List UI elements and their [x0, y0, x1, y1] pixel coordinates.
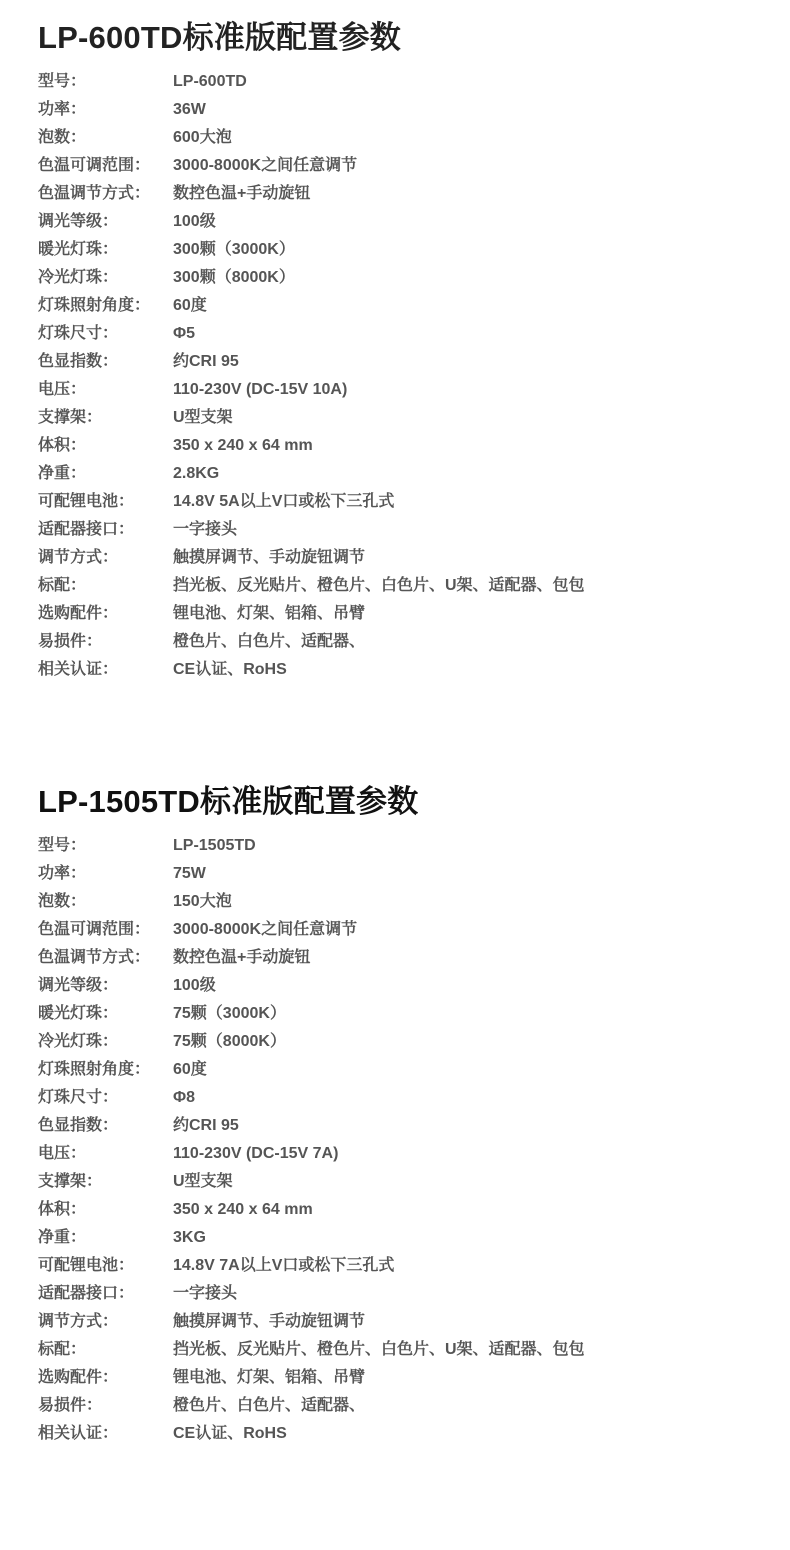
spec-label: 调节方式： [38, 549, 119, 566]
spec-row [38, 320, 758, 348]
spec-label: 功率： [38, 101, 87, 118]
spec-row [38, 1168, 758, 1196]
spec-row [38, 124, 758, 152]
spec-row [38, 1336, 758, 1364]
spec-label: 泡数： [38, 129, 87, 146]
spec-label: 相关认证： [38, 1425, 119, 1442]
spec-list [38, 832, 758, 1448]
spec-label: 标配： [38, 1341, 87, 1358]
spec-label: 灯珠照射角度： [38, 1061, 151, 1078]
spec-value: 橙色片、白色片、适配器、 [173, 1397, 366, 1414]
spec-row [38, 404, 758, 432]
spec-row [38, 1056, 758, 1084]
spec-label: 型号： [38, 837, 87, 854]
spec-label: 适配器接口： [38, 1285, 135, 1302]
spec-value: 100级 [173, 213, 216, 230]
spec-label: 色显指数： [38, 353, 119, 370]
spec-label: 选购配件： [38, 1369, 119, 1386]
spec-value: 110-230V (DC-15V 10A) [173, 381, 348, 398]
spec-value: 锂电池、灯架、铝箱、吊臂 [173, 605, 366, 622]
spec-value: 100级 [173, 977, 216, 994]
spec-row [38, 152, 758, 180]
spec-value: 75W [173, 865, 206, 882]
spec-row [38, 488, 758, 516]
spec-row [38, 1252, 758, 1280]
spec-value: 3000-8000K之间任意调节 [173, 921, 358, 938]
spec-value: 14.8V 5A以上V口或松下三孔式 [173, 493, 395, 510]
spec-row [38, 348, 758, 376]
spec-value: U型支架 [173, 1173, 233, 1190]
spec-value: 约CRI 95 [173, 1117, 239, 1134]
spec-row [38, 68, 758, 96]
spec-label: 选购配件： [38, 605, 119, 622]
spec-label: 电压： [38, 1145, 87, 1162]
spec-label: 冷光灯珠： [38, 269, 119, 286]
spec-row [38, 1028, 758, 1056]
spec-row [38, 460, 758, 488]
spec-value: 锂电池、灯架、铝箱、吊臂 [173, 1369, 366, 1386]
spec-row [38, 180, 758, 208]
spec-value: LP-600TD [173, 73, 247, 90]
spec-row [38, 1084, 758, 1112]
spec-value: 14.8V 7A以上V口或松下三孔式 [173, 1257, 395, 1274]
spec-row [38, 572, 758, 600]
spec-label: 相关认证： [38, 661, 119, 678]
spec-row [38, 1308, 758, 1336]
spec-label: 泡数： [38, 893, 87, 910]
spec-list [38, 68, 758, 684]
spec-row [38, 236, 758, 264]
spec-value: 一字接头 [173, 521, 238, 538]
spec-row [38, 432, 758, 460]
spec-section-lp-600td [38, 14, 758, 684]
spec-label: 色温调节方式： [38, 185, 151, 202]
spec-row [38, 916, 758, 944]
spec-value: 数控色温+手动旋钮 [173, 185, 311, 202]
spec-label: 易损件： [38, 1397, 103, 1414]
spec-value: 600大泡 [173, 129, 232, 146]
spec-row [38, 832, 758, 860]
spec-label: 色温可调范围： [38, 921, 151, 938]
spec-value: 触摸屏调节、手动旋钮调节 [173, 1313, 366, 1330]
spec-label: 标配： [38, 577, 87, 594]
spec-value: CE认证、RoHS [173, 661, 287, 678]
spec-value: Φ5 [173, 325, 196, 342]
spec-value: 约CRI 95 [173, 353, 239, 370]
spec-value: 75颗（3000K） [173, 1005, 286, 1022]
spec-value: 110-230V (DC-15V 7A) [173, 1145, 339, 1162]
spec-value: 300颗（8000K） [173, 269, 295, 286]
spec-row [38, 1280, 758, 1308]
spec-value: 350 x 240 x 64 mm [173, 1201, 313, 1218]
spec-value: 挡光板、反光贴片、橙色片、白色片、U架、适配器、包包 [173, 577, 585, 594]
spec-value: 触摸屏调节、手动旋钮调节 [173, 549, 366, 566]
spec-label: 灯珠尺寸： [38, 325, 119, 342]
spec-section-lp-1505td [38, 778, 758, 1448]
spec-row [38, 1000, 758, 1028]
spec-row [38, 1224, 758, 1252]
spec-value: 3000-8000K之间任意调节 [173, 157, 358, 174]
spec-row [38, 516, 758, 544]
spec-value: 300颗（3000K） [173, 241, 295, 258]
spec-value: 36W [173, 101, 206, 118]
spec-value: CE认证、RoHS [173, 1425, 287, 1442]
spec-value: Φ8 [173, 1089, 196, 1106]
spec-value: 数控色温+手动旋钮 [173, 949, 311, 966]
spec-row [38, 376, 758, 404]
spec-label: 灯珠照射角度： [38, 297, 151, 314]
spec-label: 支撑架： [38, 409, 103, 426]
spec-row [38, 96, 758, 124]
spec-row [38, 1420, 758, 1448]
spec-label: 暖光灯珠： [38, 1005, 119, 1022]
spec-value: 橙色片、白色片、适配器、 [173, 633, 366, 650]
spec-value: 60度 [173, 297, 207, 314]
spec-value: 60度 [173, 1061, 207, 1078]
spec-label: 暖光灯珠： [38, 241, 119, 258]
section-title: LP-600TD标准版配置参数 [38, 20, 401, 55]
spec-value: LP-1505TD [173, 837, 256, 854]
spec-value: 3KG [173, 1229, 206, 1246]
spec-label: 体积： [38, 1201, 87, 1218]
spec-label: 色温可调范围： [38, 157, 151, 174]
spec-row [38, 1112, 758, 1140]
spec-label: 色温调节方式： [38, 949, 151, 966]
spec-label: 电压： [38, 381, 87, 398]
spec-row [38, 972, 758, 1000]
spec-row [38, 1140, 758, 1168]
spec-label: 可配锂电池： [38, 1257, 135, 1274]
spec-label: 调光等级： [38, 213, 119, 230]
spec-row [38, 544, 758, 572]
spec-row [38, 1196, 758, 1224]
spec-label: 体积： [38, 437, 87, 454]
spec-value: U型支架 [173, 409, 233, 426]
spec-row [38, 292, 758, 320]
spec-value: 150大泡 [173, 893, 232, 910]
spec-row [38, 208, 758, 236]
spec-label: 易损件： [38, 633, 103, 650]
spec-label: 型号： [38, 73, 87, 90]
section-title: LP-1505TD标准版配置参数 [38, 784, 419, 819]
spec-row [38, 944, 758, 972]
spec-value: 75颗（8000K） [173, 1033, 286, 1050]
spec-label: 灯珠尺寸： [38, 1089, 119, 1106]
spec-label: 可配锂电池： [38, 493, 135, 510]
spec-row [38, 888, 758, 916]
spec-value: 挡光板、反光贴片、橙色片、白色片、U架、适配器、包包 [173, 1341, 585, 1358]
spec-label: 净重： [38, 465, 87, 482]
spec-label: 净重： [38, 1229, 87, 1246]
spec-row [38, 1392, 758, 1420]
spec-row [38, 600, 758, 628]
spec-row [38, 1364, 758, 1392]
spec-row [38, 628, 758, 656]
spec-label: 调节方式： [38, 1313, 119, 1330]
spec-label: 支撑架： [38, 1173, 103, 1190]
spec-label: 功率： [38, 865, 87, 882]
spec-value: 2.8KG [173, 465, 220, 482]
spec-row [38, 264, 758, 292]
spec-label: 色显指数： [38, 1117, 119, 1134]
spec-row [38, 656, 758, 684]
spec-label: 适配器接口： [38, 521, 135, 538]
spec-label: 调光等级： [38, 977, 119, 994]
spec-row [38, 860, 758, 888]
spec-value: 350 x 240 x 64 mm [173, 437, 313, 454]
spec-value: 一字接头 [173, 1285, 238, 1302]
spec-label: 冷光灯珠： [38, 1033, 119, 1050]
